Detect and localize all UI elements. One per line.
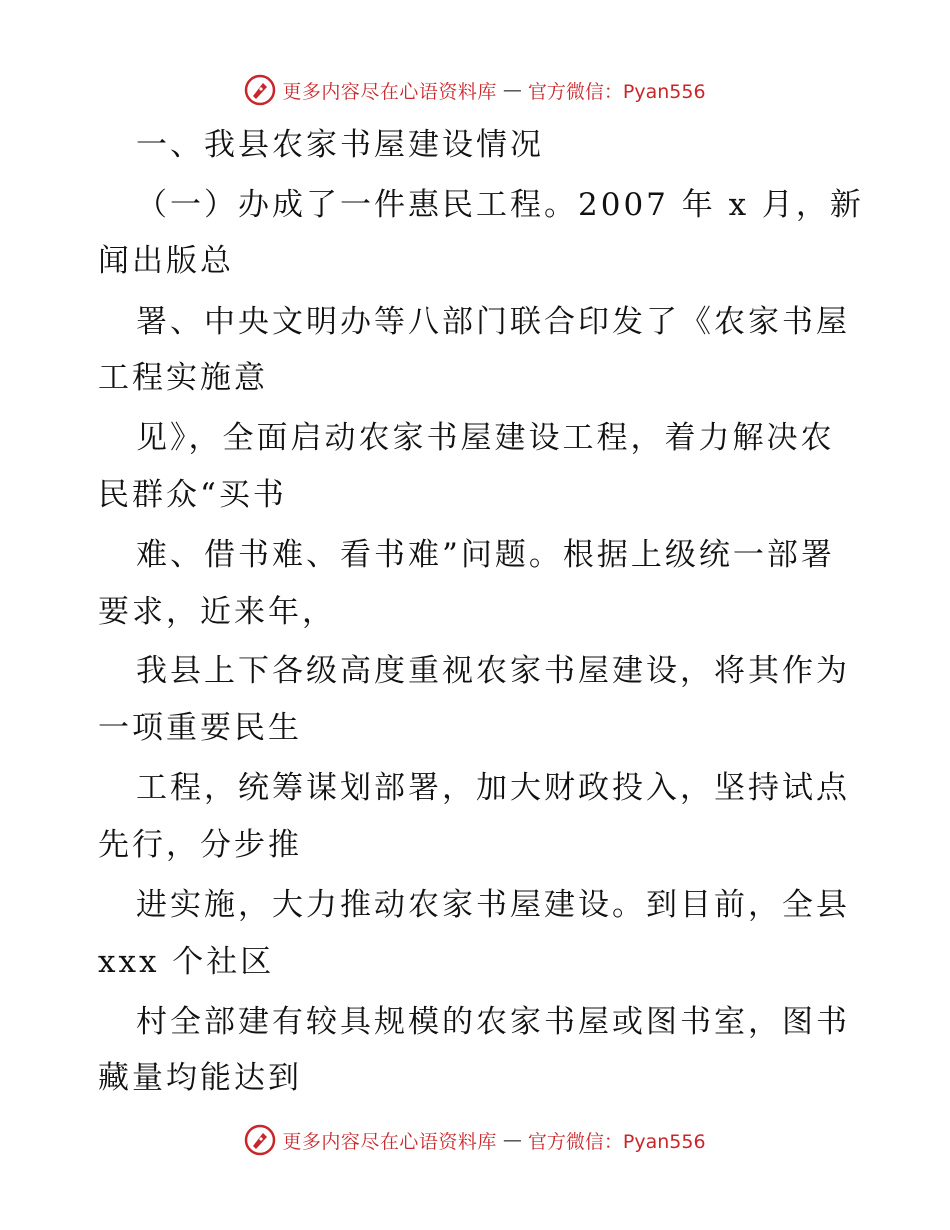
- text-line: 难、借书难、看书难”问题。根据上级统一部署: [136, 537, 835, 573]
- banner-contact: 官方微信：Pyan556: [527, 1130, 706, 1153]
- text-line: 先行，分步推: [98, 827, 302, 863]
- text-line: 一项重要民生: [98, 710, 302, 746]
- text-line: 工程，统筹谋划部署，加大财政投入，坚持试点: [136, 770, 850, 806]
- pen-nib-logo-icon: [244, 74, 276, 106]
- text-line: xxx 个社区: [98, 944, 275, 980]
- text-line: 民群众“买书: [98, 477, 287, 513]
- banner-title: 更多内容尽在心语资料库: [282, 1130, 497, 1153]
- pen-nib-logo-icon: [244, 1124, 276, 1156]
- text-line: （一）办成了一件惠民工程。2007 年 x 月，新: [136, 187, 864, 223]
- text-line: 要求，近来年，: [98, 594, 336, 630]
- text-line: 署、中央文明办等八部门联合印发了《农家书屋: [136, 304, 850, 340]
- header-banner-content: [244, 74, 705, 106]
- text-line: 工程实施意: [98, 360, 268, 396]
- banner-contact: 官方微信：Pyan556: [527, 80, 706, 103]
- banner-title: 更多内容尽在心语资料库: [282, 80, 497, 103]
- header-banner: [0, 70, 950, 110]
- text-line: 进实施，大力推动农家书屋建设。到目前，全县: [136, 887, 850, 923]
- text-line: 见》，全面启动农家书屋建设工程，着力解决农: [136, 420, 835, 456]
- text-line: 藏量均能达到: [98, 1060, 302, 1096]
- banner-separator: —: [502, 1129, 522, 1151]
- text-line: 闻出版总: [98, 243, 234, 279]
- section-heading: 一、我县农家书屋建设情况: [136, 127, 544, 163]
- footer-banner: [0, 1120, 950, 1160]
- text-line: 村全部建有较具规模的农家书屋或图书室，图书: [136, 1004, 850, 1040]
- footer-banner-content: [244, 1124, 705, 1156]
- text-line: 我县上下各级高度重视农家书屋建设，将其作为: [136, 653, 850, 689]
- banner-separator: —: [502, 79, 522, 101]
